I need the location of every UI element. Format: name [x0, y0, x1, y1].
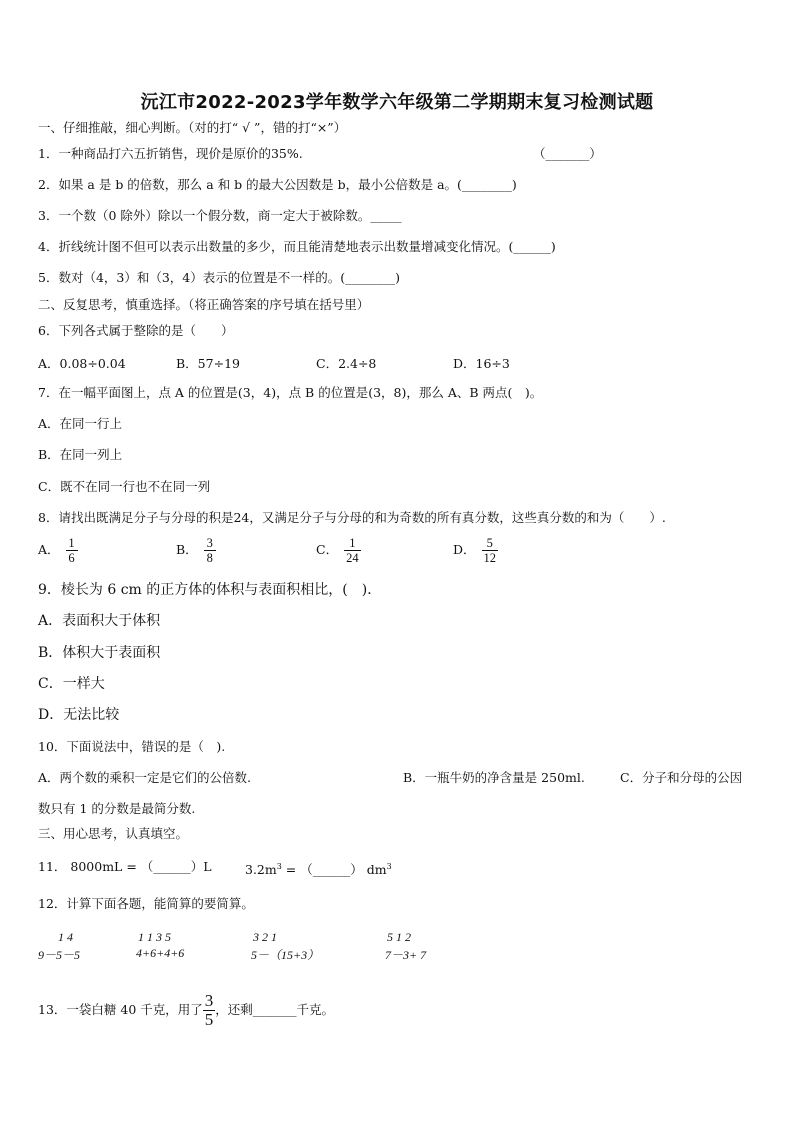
- question-10-option-b[interactable]: B．一瓶牛奶的净含量是 250ml.: [403, 770, 585, 785]
- denominator: 5: [204, 1010, 214, 1029]
- question-10: 10．下面说法中，错误的是（ ).: [38, 739, 226, 754]
- question-5: 5．数对（4，3）和（3，4）表示的位置是不一样的。(________): [38, 270, 401, 285]
- option-b[interactable]: [176, 536, 216, 565]
- expression-numerators: 3 2 1: [253, 930, 277, 944]
- question-1: [38, 146, 602, 162]
- section-1-heading: 一、仔细推敲，细心判断。（对的打“ √ ”，错的打“×”）: [38, 120, 347, 135]
- exponent: 3: [276, 862, 282, 871]
- question-9-option-b[interactable]: B．体积大于表面积: [38, 645, 161, 661]
- question-11-part-b: [245, 859, 392, 878]
- volume-conversion: = （______） dm: [281, 862, 387, 878]
- option-d-label: D．: [453, 542, 476, 557]
- expression-body: 9－5－5: [38, 948, 81, 962]
- question-2: 2．如果 a 是 b 的倍数，那么 a 和 b 的最大公因数是 b，最小公倍数是 a。(________): [38, 177, 517, 192]
- option-b[interactable]: B．57÷19: [176, 356, 240, 371]
- option-a-label: A．: [38, 542, 60, 557]
- option-c-label: C．: [316, 542, 339, 557]
- fraction: [204, 536, 216, 565]
- page-title: 沅江市2022-2023学年数学六年级第二学期期末复习检测试题: [140, 92, 654, 113]
- question-10-option-a[interactable]: A．两个数的乘积一定是它们的公倍数.: [38, 770, 252, 785]
- fraction: [482, 536, 499, 565]
- option-d[interactable]: D．16÷3: [453, 356, 510, 371]
- numerator: 1: [349, 536, 356, 550]
- option-a[interactable]: A．0.08÷0.04: [38, 356, 126, 371]
- question-9-option-a[interactable]: A．表面积大于体积: [38, 613, 161, 629]
- question-8: 8．请找出既满足分子与分母的积是24，又满足分子与分母的和为奇数的所有真分数，这些真分数的和为（ ）.: [38, 510, 666, 525]
- question-6: 6．下列各式属于整除的是（ ）: [38, 323, 234, 338]
- question-11-part-a: 11． 8000mL = （______）L: [38, 859, 212, 874]
- expression-numerators: 1 1 3 5: [138, 930, 171, 944]
- numerator: 1: [68, 536, 75, 550]
- option-c[interactable]: C．2.4÷8: [316, 356, 377, 371]
- question-10-option-c[interactable]: C．分子和分母的公因: [620, 770, 743, 785]
- expression-body: 5－（15+3）: [251, 948, 320, 962]
- fraction: [66, 536, 78, 565]
- section-2-heading: 二、反复思考，慎重选择。（将正确答案的序号填在括号里）: [38, 297, 370, 312]
- calc-expression-4: [385, 930, 455, 964]
- denominator: 12: [483, 551, 497, 565]
- denominator: 24: [346, 551, 359, 565]
- question-1-text: 1．一种商品打六五折销售，现价是原价的35%.: [38, 146, 303, 161]
- option-c[interactable]: [316, 536, 361, 565]
- question-10-options: [38, 770, 743, 786]
- question-13-text-end: ，还剩_______千克。: [215, 1002, 335, 1017]
- expression-numerators: 1 4: [58, 930, 73, 944]
- calc-expression-3: [251, 930, 341, 964]
- fraction: [344, 536, 361, 565]
- question-13-text-start: 13．一袋白糖 40 千克，用了: [38, 1002, 203, 1017]
- option-a[interactable]: [38, 536, 78, 565]
- fraction: [203, 992, 216, 1029]
- question-7-option-b[interactable]: B．在同一列上: [38, 447, 123, 462]
- question-9-option-c[interactable]: C．一样大: [38, 676, 105, 692]
- question-9: 9．棱长为 6 cm 的正方体的体积与表面积相比，( )．: [38, 582, 382, 598]
- question-13: [38, 992, 334, 1029]
- question-7-option-a[interactable]: A．在同一行上: [38, 416, 123, 431]
- expression-numerators: 5 1 2: [387, 930, 411, 944]
- option-d[interactable]: [453, 536, 498, 565]
- question-7-option-c[interactable]: C．既不在同一行也不在同一列: [38, 479, 211, 494]
- denominator: 6: [68, 551, 75, 565]
- option-b-label: B．: [176, 542, 198, 557]
- question-10-option-c-continued: 数只有 1 的分数是最简分数.: [38, 801, 196, 816]
- expression-body: 4+6+4+6: [136, 946, 185, 960]
- numerator: 3: [204, 991, 214, 1010]
- exponent: 3: [386, 862, 392, 871]
- calc-expression-1: [38, 930, 108, 964]
- expression-body: 7－3+ 7: [385, 948, 427, 962]
- section-3-heading: 三、用心思考，认真填空。: [38, 826, 189, 841]
- question-12: 12．计算下面各题，能简算的要简算。: [38, 896, 254, 911]
- question-3: 3．一个数（0 除外）除以一个假分数，商一定大于被除数。_____: [38, 208, 402, 223]
- question-4: 4．折线统计图不但可以表示出数量的多少，而且能清楚地表示出数量增减变化情况。(______): [38, 239, 556, 254]
- denominator: 8: [206, 551, 213, 565]
- question-9-option-d[interactable]: D．无法比较: [38, 707, 120, 723]
- volume-value: 3.2m: [245, 862, 277, 878]
- calc-expression-2: [136, 930, 216, 964]
- question-1-answer-blank[interactable]: （_______）: [533, 146, 602, 161]
- question-7: 7．在一幅平面图上，点 A 的位置是(3，4)，点 B 的位置是(3，8)，那么 A、B 两点( )。: [38, 385, 543, 400]
- numerator: 3: [206, 536, 213, 550]
- numerator: 5: [486, 536, 493, 550]
- question-11: [38, 859, 392, 878]
